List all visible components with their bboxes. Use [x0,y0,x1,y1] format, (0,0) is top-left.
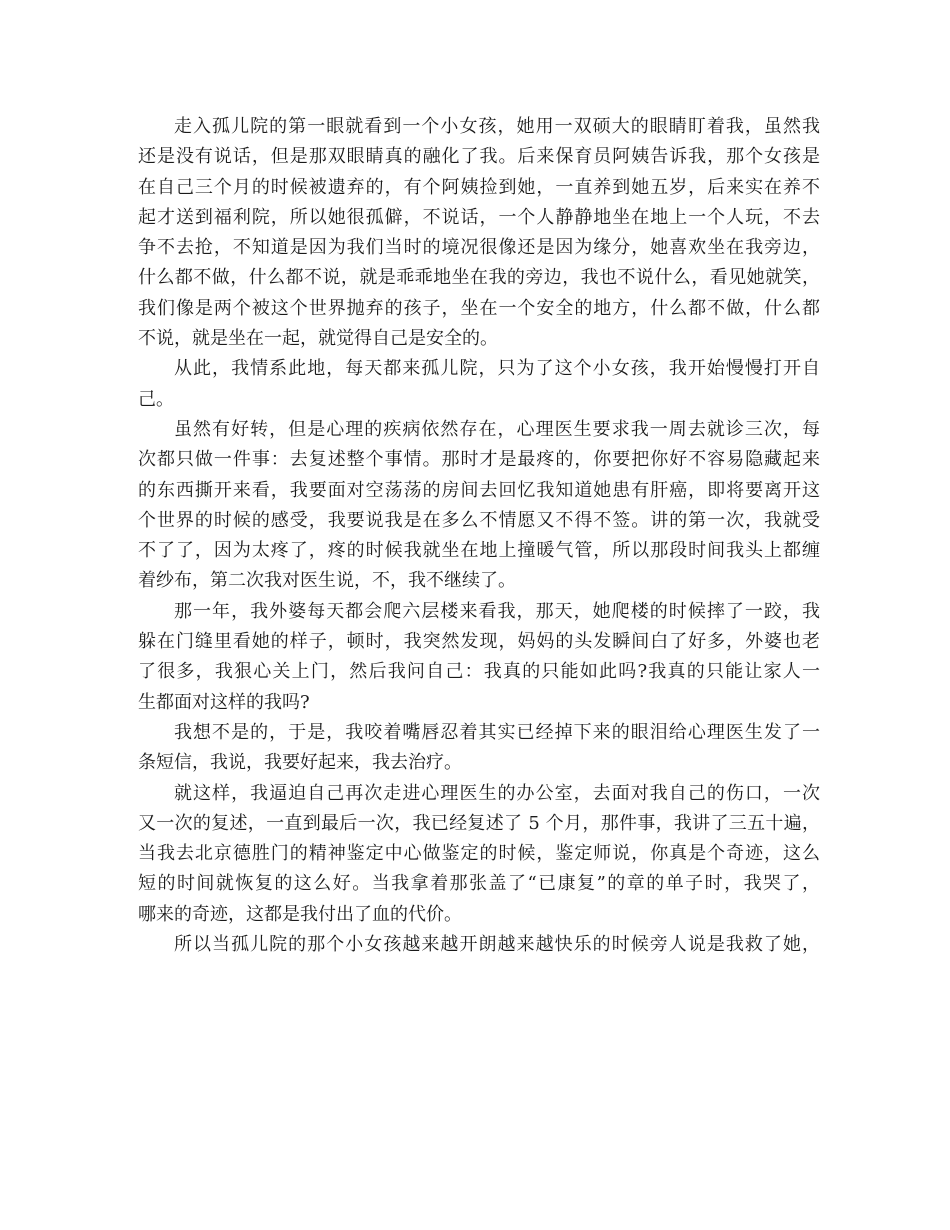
text-line: 生都面对这样的我吗? [138,691,310,713]
text-line: 了很多，我狠心关上门，然后我问自己：我真的只能如此吗?我真的只能让家人一 [138,661,820,683]
text-line: 当我去北京德胜门的精神鉴定中心做鉴定的时候，鉴定师说，你真是个奇迹，这么 [138,843,820,865]
paragraph-3 [138,415,820,597]
text-line: 躲在门缝里看她的样子，顿时，我突然发现，妈妈的头发瞬间白了好多，外婆也老 [138,631,820,653]
text-line: 条短信，我说，我要好起来，我去治疗。 [138,752,462,774]
paragraph-1 [138,112,820,354]
text-line: 从此，我情系此地，每天都来孤儿院，只为了这个小女孩，我开始慢慢打开自 [174,358,820,380]
paragraph-4 [138,597,820,718]
text-line: 又一次的复述，一直到最后一次，我已经复述了 5 个月，那件事，我讲了三五十遍， [138,812,820,834]
text-line: 走入孤儿院的第一眼就看到一个小女孩，她用一双硕大的眼睛盯着我，虽然我 [174,116,820,137]
text-line: 虽然有好转，但是心理的疾病依然存在，心理医生要求我一周去就诊三次，每 [174,418,820,440]
text-line: 的东西撕开来看，我要面对空荡荡的房间去回忆我知道她患有肝癌，即将要离开这 [138,479,820,501]
text-line: 还是没有说话，但是那双眼睛真的融化了我。后来保育员阿姨告诉我，那个女孩是 [138,146,820,168]
paragraph-2 [138,354,820,415]
text-line: 我想不是的，于是，我咬着嘴唇忍着其实已经掉下来的眼泪给心理医生发了一 [174,721,820,743]
text-line: 个世界的时候的感受，我要说我是在多么不情愿又不得不签。讲的第一次，我就受 [138,509,820,531]
text-line: 就这样，我逼迫自己再次走进心理医生的办公室，去面对我自己的伤口，一次 [174,782,820,804]
paragraph-6 [138,779,820,930]
text-line: 短的时间就恢复的这么好。当我拿着那张盖了“已康复”的章的单子时，我哭了， [138,873,820,895]
paragraph-7 [138,930,820,960]
text-line: 不说，就是坐在一起，就觉得自己是安全的。 [138,328,498,350]
text-line: 次都只做一件事：去复述整个事情。那时才是最疼的，你要把你好不容易隐藏起来 [138,449,820,471]
text-line: 什么都不做，什么都不说，就是乖乖地坐在我的旁边，我也不说什么，看见她就笑， [138,267,820,289]
paragraph-5 [138,718,820,779]
text-line: 己。 [138,388,174,410]
text-line: 着纱布，第二次我对医生说，不，我不继续了。 [138,570,516,592]
text-line: 在自己三个月的时候被遗弃的，有个阿姨捡到她，一直养到她五岁，后来实在养不 [138,176,820,198]
text-line: 争不去抢，不知道是因为我们当时的境况很像还是因为缘分，她喜欢坐在我旁边， [138,237,820,259]
text-line: 起才送到福利院，所以她很孤僻，不说话，一个人静静地坐在地上一个人玩，不去 [138,206,820,228]
text-line: 哪来的奇迹，这都是我付出了血的代价。 [138,903,462,925]
document-body [138,112,820,960]
text-line: 我们像是两个被这个世界抛弃的孩子，坐在一个安全的地方，什么都不做，什么都 [138,297,820,319]
text-line: 所以当孤儿院的那个小女孩越来越开朗越来越快乐的时候旁人说是我救了她， [174,934,820,956]
text-line: 不了了，因为太疼了，疼的时候我就坐在地上撞暖气管，所以那段时间我头上都缠 [138,540,820,562]
text-line: 那一年，我外婆每天都会爬六层楼来看我，那天，她爬楼的时候摔了一跤，我 [174,600,820,622]
